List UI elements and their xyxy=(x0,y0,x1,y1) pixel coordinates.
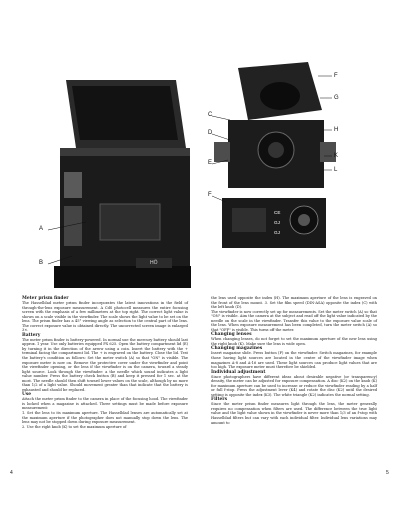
figure-prism-finder xyxy=(36,76,191,288)
label-b: B xyxy=(39,260,44,266)
paragraph-magazines: Insert magazine slide. Press button (F) on the viewfinder. Switch magazines, for example those having light sources are located in the centre of the viewfinder image when magazines A-8 and A-16 are used. These light sources can produce light values that are too high. The exposure meter must therefore be shielded. xyxy=(211,351,377,370)
label-e: E xyxy=(208,160,213,166)
heading-use: Use xyxy=(22,392,32,398)
label-g: G xyxy=(334,95,339,101)
page-number-right: 5 xyxy=(386,470,389,476)
label-d: D xyxy=(208,130,213,136)
heading-meter-prism-finder: Meter prism finder xyxy=(22,296,69,301)
paragraph-individual: Since photographers have different ideas about desirable negative (or transparency) density, the meter can be adjusted for exposure compensation. A disc (K2) on the knob (K) for maximum aperture can be used to increase or reduce the viewfinder reading by a half or full f-stop. Press the adjustment lever (K4) and rotate the disc (K2) until the desired setting is opposite the index (K3). The white triangle (K2) indicates the normal setting. xyxy=(211,374,377,397)
prism-finder-illustration xyxy=(36,76,191,288)
label-f-bottom: F xyxy=(208,192,212,198)
paragraph-lenses: When changing lenses, do not forget to set the maximum aperture of the new lens using the right knob (K). Make sure the lens is wide open. xyxy=(211,337,377,346)
right-text-column xyxy=(211,296,377,425)
label-gj-2: GJ xyxy=(274,230,280,235)
label-ce: CE xyxy=(274,210,281,215)
label-h: H xyxy=(334,127,339,133)
label-c: C xyxy=(208,112,213,118)
paragraph-finder: The Hasselblad meter prism finder incorporates the latest innovations in the field of through-the-lens exposure measurement. A CdS photocell measures the entire focusing screen with the emphasis of a few millimetres at the top right. The correct light value is shown on a scale visible in the viewfinder. The scale shows the light value to be set on the lens. The prism finder has a 45° viewing angle as selection to the central part of the lens. The correct exposure value is obtained directly. The uncorrected screen image is enlarged 3×. xyxy=(22,301,188,333)
label-gj-1: GJ xyxy=(274,220,280,225)
label-k: K xyxy=(334,153,339,159)
heading-battery: Battery xyxy=(22,332,41,338)
left-text-column xyxy=(22,296,188,429)
heading-changing-magazines: Changing magazines xyxy=(211,346,263,352)
paragraph-battery: The meter prism finder is battery-powered. In normal use the mercury battery should last approx. 1 year. Use only batteries equipped PX 625. Open the battery compartment lid (E) by turning it in the direction of the arrow using a coin. Insert the battery with the + terminal facing the compartment lid. The + is engraved on the battery. Close the lid. Test the battery's condition as follows: Set the meter switch (A) so that "ON" is visible. The exposure meter is now on. Remove the protective cover under the viewfinder and point the viewfinder opening, or the lens if the viewfinder is on the camera, toward a steady light source. Look through the viewfinder: a the needle which sound indicates a light value number. Press the battery check button (B) and keep it pressed for 1 sec. at the most. The needle should then shift toward lower values on the scale, although by no more than 1/2 of a light value. Should movement greater than that indicate that the battery is exhausted and should be replaced. xyxy=(22,337,188,392)
heading-filters: Filters xyxy=(211,397,228,403)
figure-camera-with-finder xyxy=(208,60,340,250)
label-a: A xyxy=(39,226,44,232)
label-f-top: F xyxy=(334,73,338,79)
paragraph-use-step-1: 1. Set the lens to its maximum aperture. The Hasselblad lenses are automatically set at the maximum aperture if the photographer does not manually stop down the lens. The lens may not be stopped down during exposure measurement. xyxy=(22,411,188,425)
finder-badge: HÖ xyxy=(150,260,158,266)
heading-individual-adjustment: Individual adjustment xyxy=(211,369,266,375)
label-l: L xyxy=(334,167,338,173)
heading-changing-lenses: Changing lenses xyxy=(211,332,252,338)
page-number-left: 4 xyxy=(10,470,13,476)
paragraph-use-step-2: 2. Use the right knob (K) to set the maximum aperture of xyxy=(22,424,127,429)
paragraph-viewfinder: The viewfinder is now correctly set up for measurements. Set the meter switch (A) so that "ON" is visible. Aim the camera at the subject and read off the light value indicated by the needle on the scale in the viewfinder. Transfer this value to the exposure value scale of the lens. When exposure measurement has been completed, turn the meter switch (A) so that "OFF" is visible. This turns off the meter. xyxy=(211,309,377,332)
paragraph-continued: the lens used opposite the index (H). The maximum aperture of the lens is engraved on the front of the lens mount. 3. Set the film speed (DIN-ASA) opposite the index (C) with the left knob (D). xyxy=(211,296,377,310)
paragraph-use: Attach the meter prism finder to the camera in place of the focusing hood. The viewfinder is locked when a magazine is attached. Three settings must be made before exposure measurement: xyxy=(22,397,188,411)
paragraph-filters: Since the meter prism finder measures light through the lens, the meter generally requires no compensation when filters are used. The difference between the true light value and the light value shown in the viewfinder is never more than 1/3 of an f-stop with Hasselblad filters but can vary with each individual filter. Individual lens variations may amount to xyxy=(211,402,377,425)
